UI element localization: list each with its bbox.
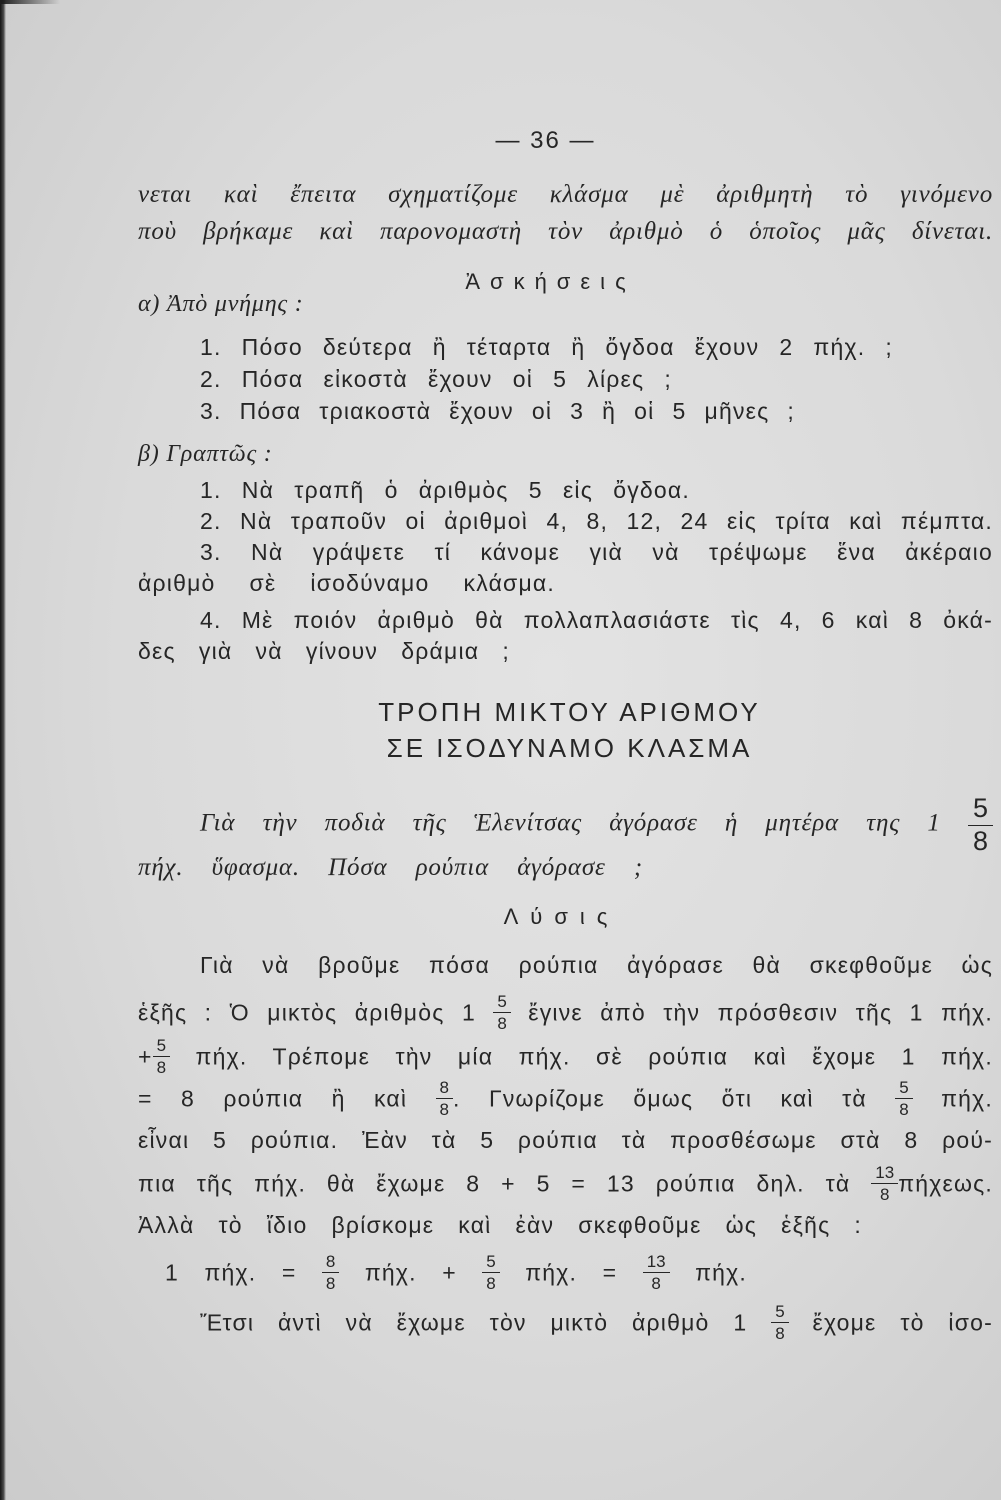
- fraction: [968, 795, 993, 855]
- fraction-numerator: 5: [895, 1079, 912, 1099]
- fraction: [643, 1253, 670, 1292]
- solution-text: πήχ. +: [364, 1259, 457, 1286]
- fraction-numerator: 13: [643, 1253, 670, 1273]
- solution-text: = 8 ρούπια ἢ καὶ: [138, 1085, 408, 1112]
- solution-text: . Γνωρίζομε ὅμως ὅτι καὶ τὰ: [453, 1085, 867, 1112]
- fraction-denominator: 8: [899, 1100, 909, 1119]
- solution-text: πήχ. Τρέπομε τὴν μία πήχ. σὲ ρούπια καὶ ἔχομε 1 πήχ.: [195, 1043, 994, 1070]
- fraction-numerator: 5: [153, 1037, 170, 1057]
- oral-exercise-item: 2. Πόσα εἰκοστὰ ἔχουν οἱ 5 λίρες ;: [200, 366, 672, 392]
- intro-line: ποὺ βρήκαμε καὶ παρονομαστὴ τὸν ἀριθμὸ ὁ ὁποῖος μᾶς δίνεται.: [138, 218, 993, 245]
- fraction-denominator: 8: [439, 1100, 450, 1119]
- written-exercises-label: β) Γραπτῶς :: [138, 441, 273, 467]
- written-exercise-line: δες γιὰ νὰ γίνουν δράμια ;: [138, 638, 510, 664]
- fraction: [436, 1079, 453, 1118]
- fraction-numerator: 5: [968, 795, 993, 826]
- fraction-denominator: 8: [879, 1185, 890, 1204]
- fraction: [153, 1037, 170, 1076]
- oral-exercise-item: 1. Πόσο δεύτερα ἢ τέταρτα ἢ ὄγδοα ἔχουν 2 πήχ. ;: [200, 334, 893, 360]
- oral-exercises-label: α) Ἀπὸ μνήμης :: [138, 291, 304, 317]
- solution-text: +: [138, 1043, 153, 1070]
- solution-text: πια τῆς πήχ. θὰ ἔχωμε 8 + 5 = 13 ρούπια δηλ. τὰ: [138, 1170, 851, 1197]
- intro-line: νεται καὶ ἔπειτα σχηματίζομε κλάσμα μὲ ἀριθμητὴ τὸ γινόμενο: [138, 181, 993, 208]
- fraction: [493, 993, 510, 1032]
- fraction: [871, 1164, 898, 1203]
- solution-text: πήχ.: [941, 1085, 993, 1112]
- scan-top-edge: [0, 0, 60, 4]
- fraction-numerator: 8: [322, 1253, 339, 1273]
- solution-line: Γιὰ νὰ βροῦμε πόσα ρούπια ἀγόρασε θὰ σκεφθοῦμε ὡς: [200, 952, 993, 978]
- fraction-numerator: 13: [871, 1164, 898, 1184]
- solution-text: πήχ.: [695, 1259, 747, 1286]
- fraction-denominator: 8: [486, 1274, 496, 1293]
- fraction-denominator: 8: [325, 1274, 336, 1293]
- fraction: [771, 1303, 788, 1342]
- oral-exercise-item: 3. Πόσα τριακοστὰ ἔχουν οἱ 3 ἢ οἱ 5 μῆνες ;: [200, 398, 795, 424]
- section-title-line: ΤΡΟΠΗ ΜΙΚΤΟΥ ΑΡΙΘΜΟΥ: [378, 697, 761, 727]
- solution-line: [138, 1036, 994, 1077]
- solution-line: εἶναι 5 ρούπια. Ἐὰν τὰ 5 ρούπια τὰ προσθέσωμε στὰ 8 ρού-: [138, 1127, 993, 1153]
- written-exercise-line: 1. Νὰ τραπῆ ὁ ἀριθμὸς 5 εἰς ὄγδοα.: [200, 477, 690, 503]
- scan-left-edge: [0, 0, 6, 1500]
- solution-line: [200, 1302, 993, 1343]
- exercises-heading: Ἀσκήσεις: [465, 269, 636, 294]
- fraction: [482, 1253, 499, 1292]
- solution-line: [138, 992, 993, 1033]
- fraction: [895, 1079, 912, 1118]
- solution-text: πήχ. =: [525, 1259, 618, 1286]
- solution-line: [138, 1078, 993, 1119]
- fraction-numerator: 5: [482, 1253, 499, 1273]
- fraction-numerator: 8: [436, 1079, 453, 1099]
- written-exercise-line: 2. Νὰ τραποῦν οἱ ἀριθμοὶ 4, 8, 12, 24 εἰς τρίτα καὶ πέμπτα.: [200, 508, 993, 534]
- solution-line: [138, 1163, 994, 1204]
- fraction: [322, 1253, 339, 1292]
- problem-line: [200, 793, 993, 856]
- fraction-numerator: 5: [493, 993, 510, 1013]
- fraction-denominator: 8: [775, 1324, 785, 1343]
- fraction-denominator: 8: [156, 1058, 167, 1077]
- solution-equation: [165, 1252, 747, 1293]
- problem-line: πήχ. ὕφασμα. Πόσα ρούπια ἀγόρασε ;: [138, 854, 643, 881]
- written-exercise-line: 4. Μὲ ποιόν ἀριθμὸ θὰ πολλαπλασιάστε τὶς 4, 6 καὶ 8 ὀκά-: [200, 607, 993, 633]
- written-exercise-line: ἀριθμὸ σὲ ἰσοδύναμο κλάσμα.: [138, 570, 555, 596]
- written-exercise-line: 3. Νὰ γράψετε τί κάνομε γιὰ νὰ τρέψωμε ἕνα ἀκέραιο: [200, 539, 993, 565]
- section-title-line: ΣΕ ΙΣΟΔΥΝΑΜΟ ΚΛΑΣΜΑ: [386, 733, 753, 763]
- solution-text: ἑξῆς : Ὁ μικτὸς ἀριθμὸς 1: [138, 999, 476, 1026]
- solution-text: 1 πήχ. =: [165, 1259, 297, 1286]
- fraction-denominator: 8: [651, 1274, 661, 1293]
- fraction-numerator: 5: [771, 1303, 788, 1323]
- problem-text: Γιὰ τὴν ποδιὰ τῆς Ἑλενίτσας ἀγόρασε ἡ μητέρα της 1: [200, 809, 941, 837]
- solution-text: πήχεως.: [898, 1170, 994, 1197]
- solution-line: Ἀλλὰ τὸ ἴδιο βρίσκομε καὶ ἐὰν σκεφθοῦμε ὡς ἑξῆς :: [138, 1212, 862, 1238]
- fraction-denominator: 8: [497, 1014, 507, 1033]
- page-number: — 36 —: [495, 127, 596, 154]
- solution-text: Ἔτσι ἀντὶ νὰ ἔχωμε τὸν μικτὸ ἀριθμὸ 1: [200, 1309, 748, 1336]
- fraction-denominator: 8: [972, 826, 988, 856]
- solution-text: ἔγινε ἀπὸ τὴν πρόσθεσιν τῆς 1 πήχ.: [528, 999, 993, 1026]
- solution-text: ἔχομε τὸ ἰσο-: [812, 1309, 993, 1336]
- solution-heading: Λύσις: [503, 904, 620, 929]
